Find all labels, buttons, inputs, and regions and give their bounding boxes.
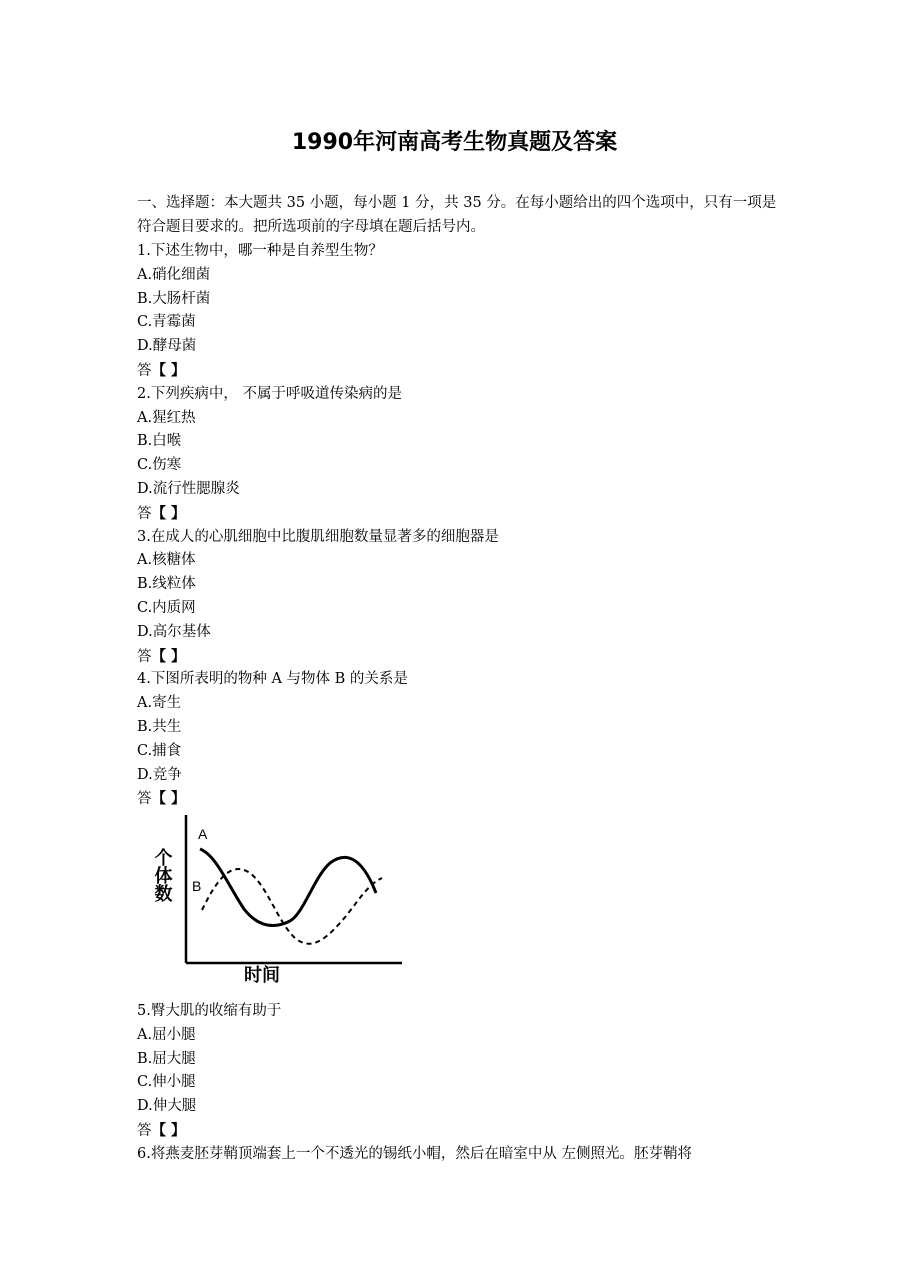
population-figure [150, 805, 410, 985]
question-block-2 [137, 1000, 797, 1167]
question-2-text: 2.下列疾病中， 不属于呼吸道传染病的是 [137, 385, 402, 402]
series-a-line [200, 849, 376, 925]
question-5-option-c: C.伸小腿 [137, 1074, 196, 1091]
question-5-option-b: B.屈大腿 [137, 1050, 196, 1067]
question-4-text: 4.下图所表明的物种 A 与物体 B 的关系是 [137, 671, 408, 688]
label-a: A [198, 826, 208, 842]
question-5-answer [137, 1119, 797, 1143]
answer-label: 答 [137, 505, 152, 522]
question-2-option-a: A.猩红热 [137, 409, 196, 426]
question-5-option-a: A.屈小腿 [137, 1026, 196, 1043]
question-1-text: 1.下述生物中，哪一种是自养型生物？ [137, 243, 383, 259]
question-3-option-d: D.高尔基体 [137, 623, 211, 640]
question-4-option-c: C.捕食 [137, 742, 182, 759]
question-3-answer [137, 645, 797, 669]
label-b: B [192, 878, 202, 894]
answer-bracket: 【 】 [151, 1121, 186, 1139]
question-1-option-d: D.酵母菌 [137, 338, 197, 355]
question-2-option-d: D.流行性腮腺炎 [137, 480, 240, 497]
question-3-option-c: C.内质网 [137, 599, 196, 616]
answer-bracket: 【 】 [151, 790, 186, 808]
section-intro: 一、选择题：本大题共 35 小题，每小题 1 分，共 35 分。在每小题给出的四个选项中，只有一项是符合题目要求的。把所选项前的字母填在题后括号内。 [137, 195, 777, 235]
question-2-option-b: B.白喉 [137, 433, 182, 450]
answer-label: 答 [137, 791, 152, 808]
question-5-text: 5.臀大肌的收缩有助于 [137, 1003, 282, 1019]
question-4-option-d: D.竞争 [137, 766, 182, 783]
answer-bracket: 【 】 [151, 504, 186, 522]
question-3-text: 3.在成人的心肌细胞中比腹肌细胞数量显著多的细胞器是 [137, 528, 499, 545]
question-1-option-a: A.硝化细菌 [137, 266, 211, 283]
answer-label: 答 [137, 1122, 152, 1139]
answer-label: 答 [137, 362, 152, 379]
question-6-text: 6.将燕麦胚芽鞘顶端套上一个不透光的锡纸小帽，然后在暗室中从 左侧照光。胚芽鞘将 [137, 1145, 692, 1162]
question-2-answer [137, 502, 797, 526]
question-1-option-c: C.青霉菌 [137, 314, 196, 331]
series-b-line [202, 869, 382, 944]
answer-bracket: 【 】 [151, 647, 186, 665]
question-1-answer [137, 359, 797, 383]
answer-label: 答 [137, 648, 152, 665]
question-2-option-c: C.伤寒 [137, 457, 182, 474]
page-title: 1990年河南高考生物真题及答案 [291, 130, 618, 155]
answer-bracket: 【 】 [151, 361, 186, 379]
question-3-option-b: B.线粒体 [137, 576, 196, 593]
question-block-1 [137, 240, 797, 811]
question-1-option-b: B.大肠杆菌 [137, 290, 211, 307]
population-graph [150, 805, 410, 985]
x-axis-label: 时间 [244, 965, 280, 985]
y-axis-label: 个体数 [151, 848, 173, 902]
question-4-option-a: A.寄生 [137, 695, 182, 712]
question-4-option-b: B.共生 [137, 718, 182, 735]
question-5-option-d: D.伸大腿 [137, 1098, 197, 1115]
question-3-option-a: A.核糖体 [137, 552, 196, 569]
